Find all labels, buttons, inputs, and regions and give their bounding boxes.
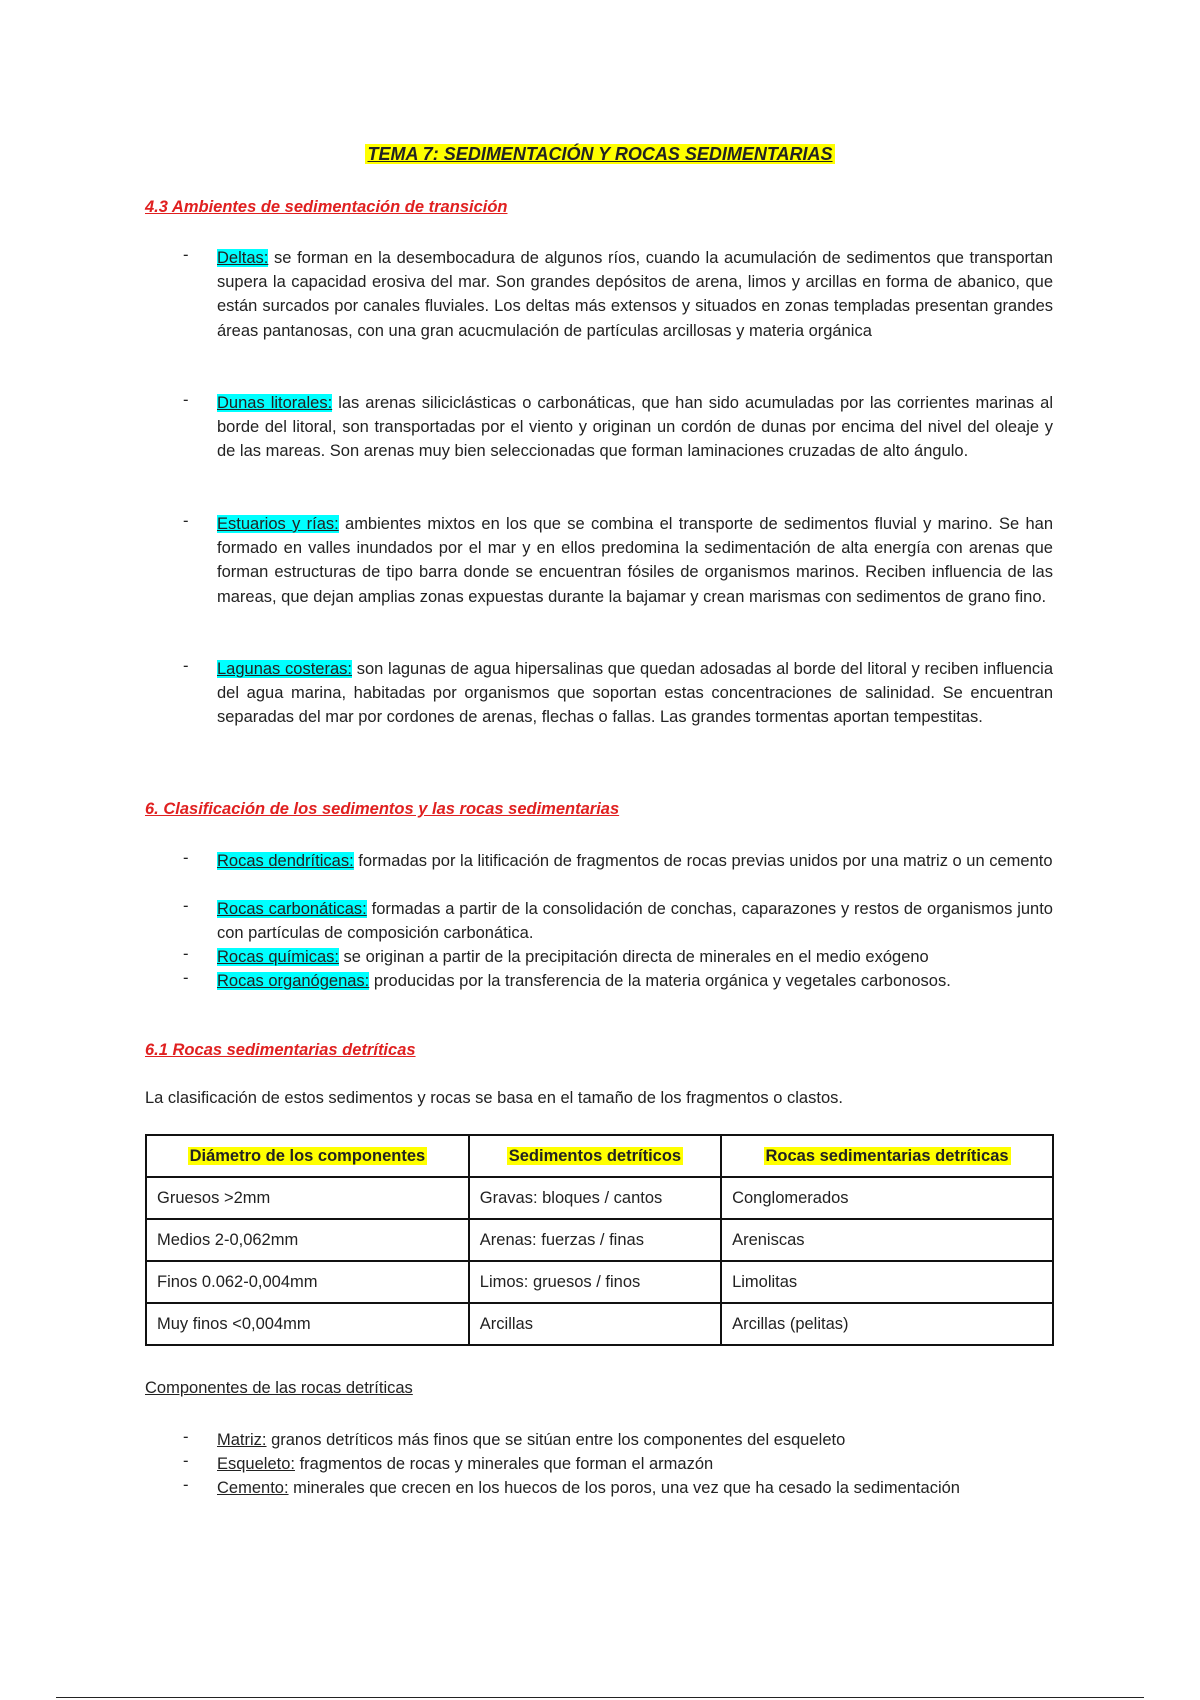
term-highlight: Rocas carbonáticas: [217,900,367,918]
term-underline: Cemento: [217,1479,289,1497]
term-highlight: Dunas litorales: [217,394,333,412]
section-heading-6-1: 6.1 Rocas sedimentarias detríticas [145,1041,416,1059]
table-row [146,1261,1053,1303]
classification-table [145,1134,1054,1346]
list-item-deltas: Deltas: se forman en la desembocadura de algunos ríos, cuando la acumulación de sedimentos que transportan supera la capacidad erosiva del mar. Son grandes depósitos de arena, limos y arcillas en forma de abanico, que están surcados por canales fluviales. Los deltas más extensos y situados en zonas templadas presentan grandes áreas pantanosas, con una gran acucmulación de partículas arcillosas y materia orgánica [217,249,1053,340]
table-row [146,1177,1053,1219]
bullet-dash: - [183,512,189,530]
table-cell: Arcillas [469,1303,721,1345]
table-header-cell: Diámetro de los componentes [146,1135,469,1177]
bullet-dash: - [183,897,189,915]
term-highlight: Lagunas costeras: [217,660,352,678]
table-header-row [146,1135,1053,1177]
term-underline: Matriz: [217,1431,267,1449]
page-title: TEMA 7: SEDIMENTACIÓN Y ROCAS SEDIMENTARIAS [367,144,833,164]
table-cell: Gravas: bloques / cantos [469,1177,721,1219]
table-header-cell: Rocas sedimentarias detríticas [721,1135,1053,1177]
section-heading-4-3: 4.3 Ambientes de sedimentación de transición [145,198,508,216]
table-cell: Medios 2-0,062mm [146,1219,469,1261]
table-cell: Arenas: fuerzas / finas [469,1219,721,1261]
bullet-dash: - [183,945,189,963]
term-highlight: Rocas químicas: [217,948,339,966]
table-cell: Conglomerados [721,1177,1053,1219]
table-cell: Limolitas [721,1261,1053,1303]
term-underline: Esqueleto: [217,1455,295,1473]
term-highlight: Estuarios y rías: [217,515,339,533]
bullet-dash: - [183,969,189,987]
list-item-cemento: Cemento: minerales que crecen en los huecos de los poros, una vez que ha cesado la sedimentación [217,1479,960,1497]
bullet-dash: - [183,391,189,409]
list-item-rocas-quimicas: Rocas químicas: se originan a partir de la precipitación directa de minerales en el medio exógeno [217,948,929,966]
bullet-dash: - [183,246,189,264]
table-cell: Finos 0.062-0,004mm [146,1261,469,1303]
term-highlight: Rocas dendríticas: [217,852,354,870]
section-heading-6: 6. Clasificación de los sedimentos y las rocas sedimentarias [145,800,620,818]
list-item-dunas: Dunas litorales: las arenas siliciclásticas o carbonáticas, que han sido acumuladas por las corrientes marinas al borde del litoral, son transportadas por el viento y originan un cordón de dunas por encima del nivel del oleaje y de las mareas. Son arenas muy bien seleccionadas que forman laminaciones cruzadas de alto ángulo. [217,394,1053,461]
table-cell: Muy finos <0,004mm [146,1303,469,1345]
term-highlight: Deltas: [217,249,269,267]
bullet-dash: - [183,1428,189,1446]
table-cell: Limos: gruesos / finos [469,1261,721,1303]
table-row [146,1219,1053,1261]
bullet-dash: - [183,1476,189,1494]
list-item-matriz: Matriz: granos detríticos más finos que se sitúan entre los componentes del esqueleto [217,1431,846,1449]
list-item-lagunas: Lagunas costeras: son lagunas de agua hipersalinas que quedan adosadas al borde del litoral y reciben influencia del agua marina, habitadas por organismos que soportan estas concentraciones de salinidad. Se encuentran separadas del mar por cordones de arenas, flechas o fallas. Las grandes tormentas aportan tempestitas. [217,660,1053,727]
table-cell: Areniscas [721,1219,1053,1261]
table-cell: Arcillas (pelitas) [721,1303,1053,1345]
table-header-cell: Sedimentos detríticos [469,1135,721,1177]
table-cell: Gruesos >2mm [146,1177,469,1219]
list-item-estuarios: Estuarios y rías: ambientes mixtos en los que se combina el transporte de sedimentos fluvial y marino. Se han formado en valles inundados por el mar y en ellos predomina la sedimentación de alta energía con arenas que forman estructuras de tipo barra donde se encuentran fósiles de organismos marinos. Reciben influencia de las mareas, que dejan amplias zonas expuestas durante la bajamar y crean marismas con sedimentos de grano fino. [217,515,1053,606]
intro-paragraph: La clasificación de estos sedimentos y rocas se basa en el tamaño de los fragmentos o clastos. [145,1089,843,1107]
list-item-esqueleto: Esqueleto: fragmentos de rocas y minerales que forman el armazón [217,1455,714,1473]
bullet-dash: - [183,1452,189,1470]
list-item-rocas-dendriticas: Rocas dendríticas: formadas por la litificación de fragmentos de rocas previas unidos por una matriz o un cemento [217,852,1053,870]
list-item-rocas-organogenas: Rocas organógenas: producidas por la transferencia de la materia orgánica y vegetales carbonosos. [217,972,951,990]
table-row [146,1303,1053,1345]
term-highlight: Rocas organógenas: [217,972,370,990]
bullet-dash: - [183,657,189,675]
list-item-rocas-carbonaticas: Rocas carbonáticas: formadas a partir de la consolidación de conchas, caparazones y restos de organismos junto con partículas de composición carbonática. [217,900,1053,943]
footer-divider [56,1697,1144,1698]
bullet-dash: - [183,849,189,867]
components-heading: Componentes de las rocas detríticas [145,1379,413,1397]
